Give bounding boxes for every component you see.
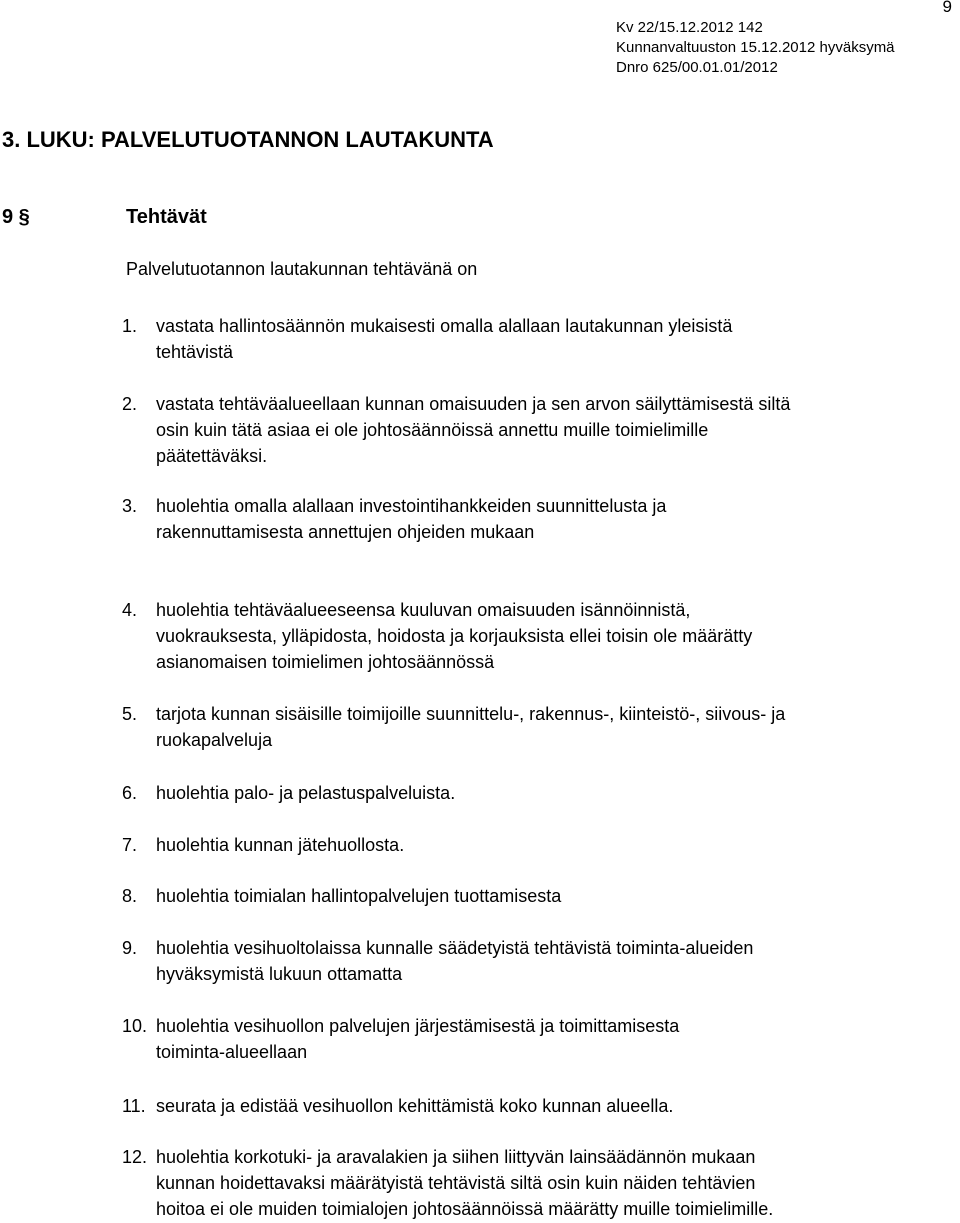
text-line: huolehtia tehtäväalueeseensa kuuluvan omaisuuden isännöinnistä, [156,600,691,620]
list-item-text [156,935,958,987]
list-item-number: 9. [122,938,138,958]
text-line: vuokrauksesta, ylläpidosta, hoidosta ja korjauksista ellei toisin ole määrätty [156,626,753,646]
text-line: huolehtia korkotuki- ja aravalakien ja siihen liittyvän lainsäädännön mukaan [156,1147,756,1167]
text-line: hoitoa ei ole muiden toimialojen johtosäännöissä määrätty muille toimielimille. [156,1199,774,1219]
list-item-number: 2. [122,394,138,414]
list-item-text [156,701,958,753]
list-item [122,1013,958,1065]
list-item-number: 4. [122,600,138,620]
text-line: asianomaisen toimielimen johtosäännössä [156,652,495,672]
text-line: ruokapalveluja [156,730,273,750]
text-line: osin kuin tätä asiaa ei ole johtosäännöissä annettu muille toimielimille [156,420,709,440]
list-item-number: 6. [122,783,138,803]
text-line: tehtävistä [156,342,234,362]
approval-note: Kunnanvaltuuston 15.12.2012 hyväksymä [616,39,895,56]
text-line: huolehtia kunnan jätehuollosta. [156,835,405,855]
text-line: huolehtia vesihuoltolaissa kunnalle säädetyistä tehtävistä toiminta-alueiden [156,938,754,958]
list-item-number: 10. [122,1016,148,1036]
text-line: hyväksymistä lukuun ottamatta [156,964,403,984]
text-line: tarjota kunnan sisäisille toimijoille suunnittelu-, rakennus-, kiinteistö-, siivous- ja [156,704,786,724]
record-number: Dnro 625/00.01.01/2012 [616,59,778,76]
list-item-number: 8. [122,886,138,906]
text-line: huolehtia palo- ja pelastuspalveluista. [156,783,456,803]
list-item [122,1144,958,1222]
list-item-text [156,1093,958,1119]
list-item [122,883,958,909]
list-item-text [156,1144,958,1222]
list-item-text [156,313,958,365]
section-intro: Palvelutuotannon lautakunnan tehtävänä on [126,259,478,279]
list-item-number: 3. [122,496,138,516]
text-line: vastata tehtäväalueellaan kunnan omaisuuden ja sen arvon säilyttämisestä siltä [156,394,791,414]
list-item-text [156,883,958,909]
list-item [122,391,958,469]
list-item-number: 1. [122,316,138,336]
list-item [122,597,958,675]
list-item-number: 11. [122,1096,146,1116]
text-line: huolehtia toimialan hallintopalvelujen tuottamisesta [156,886,562,906]
list-item-number: 5. [122,704,138,724]
list-item-text [156,597,958,675]
document-header-meta [616,18,895,78]
list-item-text [156,780,958,806]
section-title: Tehtävät [126,206,207,228]
meeting-reference: Kv 22/15.12.2012 142 [616,19,763,36]
text-line: kunnan hoidettavaksi määrätyistä tehtävistä siltä osin kuin näiden tehtävien [156,1173,756,1193]
list-item [122,780,958,806]
list-item-number: 7. [122,835,138,855]
text-line: päätettäväksi. [156,446,268,466]
list-item [122,935,958,987]
list-item [122,701,958,753]
list-item [122,493,958,545]
list-item-text [156,391,958,469]
text-line: rakennuttamisesta annettujen ohjeiden mukaan [156,522,535,542]
text-line: seurata ja edistää vesihuollon kehittämistä koko kunnan alueella. [156,1096,674,1116]
text-line: toiminta-alueellaan [156,1042,308,1062]
section-number: 9 § [2,206,30,228]
list-item [122,313,958,365]
list-item-text [156,832,958,858]
page-number: 9 [942,0,952,16]
text-line: huolehtia omalla alallaan investointihankkeiden suunnittelusta ja [156,496,667,516]
list-item-number: 12. [122,1147,148,1167]
list-item-text [156,1013,958,1065]
list-item-text [156,493,958,545]
text-line: huolehtia vesihuollon palvelujen järjestämisestä ja toimittamisesta [156,1016,680,1036]
list-item [122,832,958,858]
text-line: vastata hallintosäännön mukaisesti omalla alallaan lautakunnan yleisistä [156,316,733,336]
chapter-title: 3. LUKU: PALVELUTUOTANNON LAUTAKUNTA [2,127,494,152]
list-item [122,1093,958,1119]
